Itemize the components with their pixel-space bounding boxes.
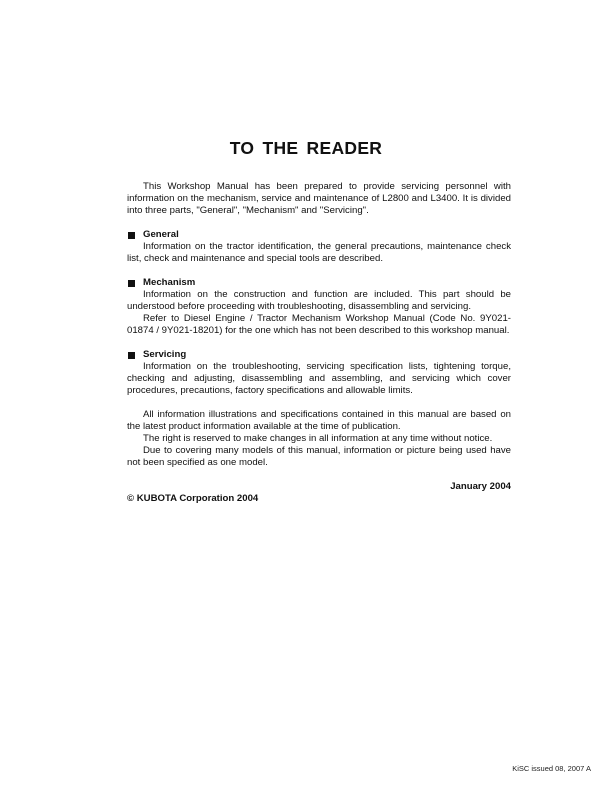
section-title: Mechanism — [143, 277, 196, 288]
section-heading-servicing — [127, 349, 511, 361]
closing-paragraph: The right is reserved to make changes in all information at any time without notice. — [143, 433, 493, 444]
section-heading-general — [127, 229, 511, 241]
footer-issue-note: KiSC issued 08, 2007 A — [512, 764, 591, 773]
copyright-notice: © KUBOTA Corporation 2004 — [127, 493, 259, 504]
closing-paragraph: All information illustrations and specifications contained in this manual are based on the latest product information available at the time of publication. — [127, 409, 511, 432]
spacer — [127, 217, 511, 229]
section-title: Servicing — [143, 349, 187, 360]
section-heading-mechanism — [127, 277, 511, 289]
publication-date: January 2004 — [450, 481, 511, 492]
section-title: General — [143, 229, 179, 240]
section-paragraph: Information on the troubleshooting, servicing specification lists, tightening torque, checking and adjusting, disassembling and assembling, and servicing which cover procedures, precautions, factory specifications and allowable limits. — [127, 361, 511, 396]
section-paragraph: Information on the construction and function are included. This part should be understood before proceeding with troubleshooting, disassembling and servicing. — [127, 289, 511, 312]
closing-paragraph: Due to covering many models of this manual, information or picture being used have not been specified as one model. — [127, 445, 511, 468]
page-title: TO THE READER — [229, 138, 383, 158]
intro-paragraph: This Workshop Manual has been prepared to provide servicing personnel with information on the mechanism, service and maintenance of L2800 and L3400. It is divided into three parts, "General", "Mechanism" and "Servicing". — [127, 181, 511, 216]
spacer — [127, 397, 511, 409]
spacer — [127, 337, 511, 349]
square-bullet-icon — [128, 280, 135, 287]
spacer — [127, 469, 511, 481]
section-paragraph: Refer to Diesel Engine / Tractor Mechanism Workshop Manual (Code No. 9Y021-01874 / 9Y021-18201) for the one which has not been described to this workshop manual. — [127, 313, 511, 336]
square-bullet-icon — [128, 352, 135, 359]
document-body — [127, 181, 511, 505]
spacer — [127, 265, 511, 277]
square-bullet-icon — [128, 232, 135, 239]
section-paragraph: Information on the tractor identification, the general precautions, maintenance check list, check and maintenance and special tools are described. — [127, 241, 511, 264]
